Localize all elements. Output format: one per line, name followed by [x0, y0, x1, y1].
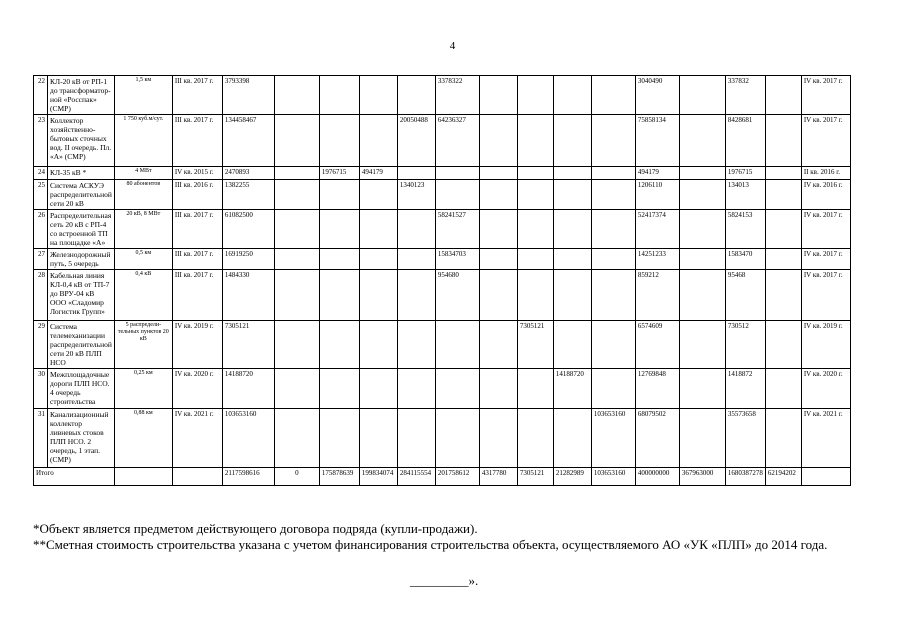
row-number: 26	[34, 210, 48, 249]
value-cell	[765, 249, 801, 270]
value-cell	[435, 180, 479, 210]
start-period: IV кв. 2021 г.	[172, 409, 222, 468]
capacity: 5 распредели-тельных пунктов 20 кВ	[114, 321, 172, 369]
value-cell	[319, 369, 359, 409]
start-period: III кв. 2017 г.	[172, 249, 222, 270]
total-cost: 16919250	[222, 249, 274, 270]
total-value: 284115554	[397, 468, 435, 486]
value-cell	[553, 210, 591, 249]
table-row	[34, 270, 851, 321]
table-row	[34, 76, 851, 115]
table-row	[34, 249, 851, 270]
value-cell	[517, 369, 553, 409]
value-cell	[553, 180, 591, 210]
value-cell	[397, 409, 435, 468]
end-period: IV кв. 2021 г.	[801, 409, 850, 468]
table-row	[34, 210, 851, 249]
footnotes	[33, 521, 878, 553]
object-name: Железнодорожный путь, 5 очередь	[48, 249, 115, 270]
footnote-1: *Объект является предметом действующего договора подряда (купли-продажи).	[33, 521, 478, 536]
object-name: Межплощадочные дороги ПЛП НСО. 4 очередь строительства	[48, 369, 115, 409]
end-period: IV кв. 2017 г.	[801, 115, 850, 167]
object-name: Распределительная сеть 20 кВ с РП-4 со встроенной ТП на площадке «А»	[48, 210, 115, 249]
value-cell: 35573658	[725, 409, 765, 468]
value-cell	[172, 468, 222, 486]
value-cell	[319, 210, 359, 249]
capacity: 4 МВт	[114, 167, 172, 180]
capacity: 0,88 км	[114, 409, 172, 468]
value-cell	[359, 321, 397, 369]
value-cell	[274, 210, 319, 249]
value-cell	[517, 210, 553, 249]
total-value: 1680387278	[725, 468, 765, 486]
capacity: 1 750 куб.м/сут.	[114, 115, 172, 167]
value-cell	[479, 249, 517, 270]
value-cell: 3040490	[635, 76, 679, 115]
total-value: 62194202	[765, 468, 801, 486]
total-cost: 61082500	[222, 210, 274, 249]
value-cell: 3378322	[435, 76, 479, 115]
value-cell	[679, 321, 725, 369]
total-cost: 7305121	[222, 321, 274, 369]
value-cell: 1976715	[319, 167, 359, 180]
total-cost: 2470893	[222, 167, 274, 180]
value-cell: 7305121	[517, 321, 553, 369]
start-period: III кв. 2016 г.	[172, 180, 222, 210]
value-cell	[517, 76, 553, 115]
end-period: II кв. 2016 г.	[801, 167, 850, 180]
value-cell: 337832	[725, 76, 765, 115]
investment-table	[33, 75, 851, 486]
value-cell	[359, 210, 397, 249]
value-cell	[274, 115, 319, 167]
value-cell	[359, 270, 397, 321]
value-cell: 8428681	[725, 115, 765, 167]
end-period: IV кв. 2017 г.	[801, 76, 850, 115]
start-period: IV кв. 2015 г.	[172, 167, 222, 180]
value-cell: 58241527	[435, 210, 479, 249]
value-cell	[274, 409, 319, 468]
total-cost: 1382255	[222, 180, 274, 210]
value-cell	[553, 249, 591, 270]
table-row	[34, 321, 851, 369]
row-number: 24	[34, 167, 48, 180]
capacity: 0,4 кВ	[114, 270, 172, 321]
value-cell	[553, 321, 591, 369]
total-cost: 103653160	[222, 409, 274, 468]
capacity: 80 абонентов	[114, 180, 172, 210]
value-cell	[679, 180, 725, 210]
value-cell	[679, 210, 725, 249]
value-cell	[319, 321, 359, 369]
object-name: Коллектор хозяйственно-бытовых сточных вод. II очередь. Пл. «А» (СМР)	[48, 115, 115, 167]
value-cell	[274, 76, 319, 115]
row-number: 31	[34, 409, 48, 468]
total-value: 4317780	[479, 468, 517, 486]
table-row	[34, 369, 851, 409]
start-period: III кв. 2017 г.	[172, 115, 222, 167]
value-cell	[479, 409, 517, 468]
value-cell: 75858134	[635, 115, 679, 167]
value-cell	[591, 321, 635, 369]
value-cell	[765, 321, 801, 369]
value-cell	[591, 167, 635, 180]
value-cell	[359, 369, 397, 409]
value-cell	[359, 409, 397, 468]
value-cell	[553, 270, 591, 321]
capacity: 20 кВ, 8 МВт	[114, 210, 172, 249]
value-cell: 954680	[435, 270, 479, 321]
value-cell: 1340123	[397, 180, 435, 210]
object-name: Система телемеханизации распределительной сети 20 кВ ПЛП НСО	[48, 321, 115, 369]
value-cell: 859212	[635, 270, 679, 321]
end-period: IV кв. 2016 г.	[801, 180, 850, 210]
table-row	[34, 167, 851, 180]
value-cell	[591, 76, 635, 115]
total-row	[34, 468, 851, 486]
total-cost: 3793398	[222, 76, 274, 115]
table-row	[34, 180, 851, 210]
value-cell	[591, 180, 635, 210]
total-value: 400000000	[635, 468, 679, 486]
value-cell: 14251233	[635, 249, 679, 270]
value-cell	[319, 76, 359, 115]
total-value: 103653160	[591, 468, 635, 486]
value-cell: 494179	[635, 167, 679, 180]
row-number: 23	[34, 115, 48, 167]
value-cell: 1583470	[725, 249, 765, 270]
value-cell	[479, 210, 517, 249]
value-cell	[765, 180, 801, 210]
end-period: IV кв. 2017 г.	[801, 270, 850, 321]
total-value: 0	[274, 468, 319, 486]
value-cell	[274, 369, 319, 409]
end-period: IV кв. 2020 г.	[801, 369, 850, 409]
value-cell	[553, 409, 591, 468]
value-cell	[553, 115, 591, 167]
value-cell	[517, 409, 553, 468]
value-cell	[479, 270, 517, 321]
value-cell	[435, 321, 479, 369]
value-cell	[479, 180, 517, 210]
value-cell: 1418872	[725, 369, 765, 409]
value-cell	[591, 369, 635, 409]
value-cell: 134013	[725, 180, 765, 210]
value-cell: 14188720	[553, 369, 591, 409]
value-cell	[397, 321, 435, 369]
object-name: КЛ-35 кВ *	[48, 167, 115, 180]
total-value: 199834074	[359, 468, 397, 486]
value-cell: 64236327	[435, 115, 479, 167]
value-cell	[765, 167, 801, 180]
value-cell	[397, 369, 435, 409]
row-number: 30	[34, 369, 48, 409]
value-cell	[679, 270, 725, 321]
value-cell	[435, 409, 479, 468]
value-cell	[359, 249, 397, 270]
value-cell: 15834703	[435, 249, 479, 270]
value-cell	[435, 369, 479, 409]
value-cell	[479, 76, 517, 115]
value-cell: 103653160	[591, 409, 635, 468]
value-cell	[517, 180, 553, 210]
value-cell	[274, 180, 319, 210]
value-cell	[765, 409, 801, 468]
value-cell	[591, 270, 635, 321]
total-value: 2117598616	[222, 468, 274, 486]
value-cell: 12769848	[635, 369, 679, 409]
value-cell	[274, 270, 319, 321]
value-cell	[517, 167, 553, 180]
value-cell	[553, 167, 591, 180]
value-cell	[479, 115, 517, 167]
value-cell	[553, 76, 591, 115]
start-period: III кв. 2017 г.	[172, 270, 222, 321]
value-cell	[765, 210, 801, 249]
start-period: III кв. 2017 г.	[172, 76, 222, 115]
value-cell: 1206110	[635, 180, 679, 210]
row-number: 27	[34, 249, 48, 270]
value-cell: 5824153	[725, 210, 765, 249]
value-cell	[679, 369, 725, 409]
capacity: 0,5 км	[114, 249, 172, 270]
value-cell	[397, 167, 435, 180]
capacity: 1,5 км	[114, 76, 172, 115]
table-row	[34, 115, 851, 167]
value-cell: 52417374	[635, 210, 679, 249]
total-cost: 134458467	[222, 115, 274, 167]
value-cell	[435, 167, 479, 180]
object-name: КЛ-20 кВ от РП-1 до трансформатор-ной «Росспак» (СМР)	[48, 76, 115, 115]
value-cell	[359, 180, 397, 210]
value-cell	[397, 270, 435, 321]
value-cell	[274, 321, 319, 369]
total-value: 201758612	[435, 468, 479, 486]
value-cell	[359, 76, 397, 115]
value-cell	[765, 270, 801, 321]
object-name: Канализационный коллектор ливневых стоков ПЛП НСО. 2 очередь, 1 этап. (СМР)	[48, 409, 115, 468]
value-cell	[765, 115, 801, 167]
row-number: 25	[34, 180, 48, 210]
value-cell	[479, 167, 517, 180]
value-cell: 6574609	[635, 321, 679, 369]
value-cell	[517, 249, 553, 270]
value-cell	[479, 369, 517, 409]
object-name: Система АСКУЭ распределительной сети 20 кВ	[48, 180, 115, 210]
value-cell	[517, 115, 553, 167]
value-cell	[114, 468, 172, 486]
value-cell: 20050488	[397, 115, 435, 167]
end-period: IV кв. 2017 г.	[801, 249, 850, 270]
page-number: 4	[449, 40, 456, 52]
value-cell	[679, 409, 725, 468]
value-cell	[397, 249, 435, 270]
closing-mark: _________».	[410, 573, 479, 588]
value-cell	[679, 249, 725, 270]
value-cell	[517, 270, 553, 321]
end-period: IV кв. 2019 г.	[801, 321, 850, 369]
value-cell	[359, 115, 397, 167]
value-cell: 68079502	[635, 409, 679, 468]
value-cell	[397, 76, 435, 115]
total-cost: 1484330	[222, 270, 274, 321]
total-cost: 14188720	[222, 369, 274, 409]
start-period: IV кв. 2020 г.	[172, 369, 222, 409]
row-number: 29	[34, 321, 48, 369]
value-cell	[479, 321, 517, 369]
object-name: Кабельная линия КЛ-0,4 кВ от ТП-7 до ВРУ-04 кВ ООО «Сладомир Логистик Групп»	[48, 270, 115, 321]
value-cell	[801, 468, 850, 486]
start-period: IV кв. 2019 г.	[172, 321, 222, 369]
total-value: 175878639	[319, 468, 359, 486]
value-cell	[274, 167, 319, 180]
value-cell	[679, 115, 725, 167]
start-period: III кв. 2017 г.	[172, 210, 222, 249]
value-cell	[591, 249, 635, 270]
value-cell	[319, 270, 359, 321]
value-cell	[319, 409, 359, 468]
capacity: 0,25 км	[114, 369, 172, 409]
value-cell	[765, 369, 801, 409]
total-label: Итого	[34, 468, 115, 486]
value-cell	[765, 76, 801, 115]
value-cell	[319, 180, 359, 210]
value-cell	[591, 210, 635, 249]
total-value: 7305121	[517, 468, 553, 486]
value-cell	[274, 249, 319, 270]
end-period: IV кв. 2017 г.	[801, 210, 850, 249]
value-cell: 730512	[725, 321, 765, 369]
value-cell: 95468	[725, 270, 765, 321]
row-number: 22	[34, 76, 48, 115]
table-row	[34, 409, 851, 468]
value-cell	[591, 115, 635, 167]
value-cell: 494179	[359, 167, 397, 180]
value-cell	[319, 115, 359, 167]
row-number: 28	[34, 270, 48, 321]
footnote-2: **Сметная стоимость строительства указана с учетом финансирования строительства объекта, осуществляемого АО «УК «ПЛП» до 2014 года.	[33, 537, 828, 552]
value-cell	[319, 249, 359, 270]
total-value: 367963000	[679, 468, 725, 486]
total-value: 21282989	[553, 468, 591, 486]
value-cell	[679, 167, 725, 180]
value-cell: 1976715	[725, 167, 765, 180]
value-cell	[397, 210, 435, 249]
value-cell	[679, 76, 725, 115]
